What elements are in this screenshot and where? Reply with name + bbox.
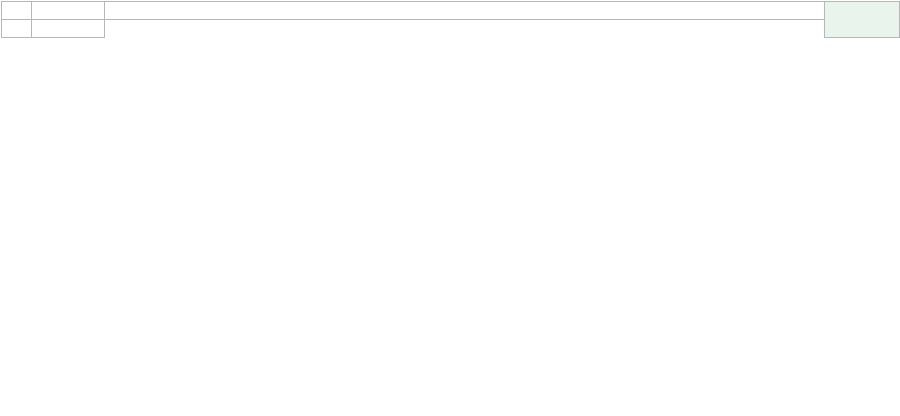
header-group-row (2, 2, 900, 20)
name-header-cell[interactable] (31, 2, 104, 20)
corner-cell[interactable] (2, 2, 32, 20)
spreadsheet (1, 1, 900, 38)
corner-cell-2[interactable] (2, 20, 32, 38)
name-header-cell-2[interactable] (31, 20, 104, 38)
results-table (1, 1, 900, 38)
column-header-row (2, 20, 900, 38)
rank-header[interactable] (824, 2, 899, 38)
subject-group-header[interactable] (104, 2, 824, 20)
